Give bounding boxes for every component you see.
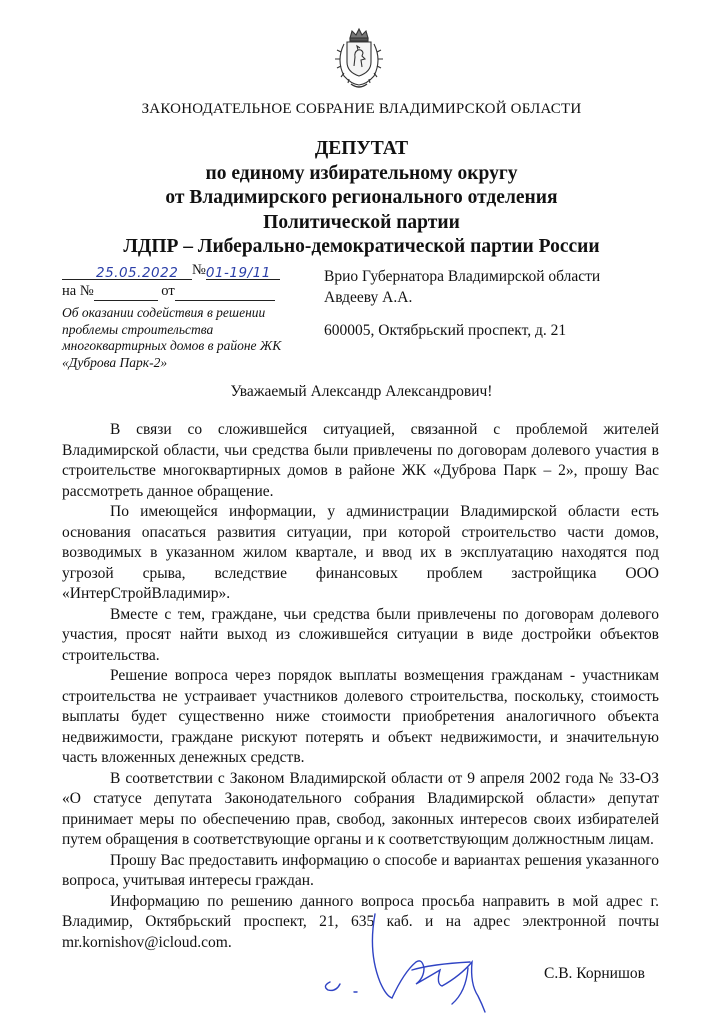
body-paragraph: Решение вопроса через порядок выплаты возмещения гражданам - участникам строительства не устраивает участников долевого строительства, поскольку, стоимость выплаты будет существенно ниже стоимости приобретения аналогичного объекта недвижимости, граждане рискуют потерять и объект недвижимости, и значительную часть вложенных денежных средств. <box>62 667 659 766</box>
header-line: Политической партии <box>263 211 460 233</box>
salutation: Уважаемый Александр Александрович! <box>230 383 493 400</box>
number-sign: № <box>192 262 206 278</box>
letter-body <box>62 420 659 953</box>
letterhead <box>0 137 723 260</box>
coat-of-arms-icon <box>330 26 388 92</box>
addressee-position: Врио Губернатора Владимирской области <box>324 268 601 285</box>
incoming-reference <box>62 281 275 301</box>
body-paragraph: В соответствии с Законом Владимирской области от 9 апреля 2002 года № 33-ОЗ «О статусе депутата Законодательного собрания Владимирской области» депутат принимает меры по обеспечению прав, свобод, законных интересов своих избирателей путем обращения в соответствующие органы и к соответствующим должностным лицам. <box>62 769 659 848</box>
outgoing-date: 25.05.2022 <box>96 265 179 281</box>
body-paragraph: В связи со сложившейся ситуацией, связанной с проблемой жителей Владимирской области, чьи средства были привлечены по договорам долевого участия в строительстве многоквартирных домов в районе ЖК «Дуброва Парк – 2», прошу Вас рассмотреть данное обращение. <box>62 421 659 500</box>
body-paragraph: Прошу Вас предоставить информацию о способе и вариантах решения указанного вопроса, учитывая интересы граждан. <box>62 851 659 889</box>
outgoing-registration <box>62 260 280 280</box>
addressee <box>324 266 600 308</box>
handwritten-signature <box>320 912 520 1020</box>
body-paragraph: По имеющейся информации, у администрации Владимирской области есть основания опасаться развития ситуации, при которой строительство части домов, возводимых в указанном жилом квартале, и ввод их в эксплуатацию находятся под угрозой срыва, вследствие финансовых проблем застройщика ООО «ИнтерСтройВладимир». <box>62 503 659 602</box>
outgoing-number: 01-19/11 <box>205 265 271 281</box>
signer-name: С.В. Корнишов <box>544 965 645 982</box>
ref-from: от <box>161 283 175 299</box>
header-line: от Владимирского регионального отделения <box>165 187 558 208</box>
header-line: ЛДПР – Либерально-демократической партии России <box>123 236 600 257</box>
letter-subject: Об оказании содействия в решении проблемы строительства многоквартирных домов в районе ЖК «Дуброва Парк-2» <box>62 305 282 370</box>
header-line: по единому избирательному округу <box>205 162 518 184</box>
body-paragraph: Вместе с тем, граждане, чьи средства были привлечены по договорам долевого участия, просят найти выход из сложившейся ситуации в виде достройки объектов строительства. <box>62 605 659 664</box>
header-title: ДЕПУТАТ <box>314 138 409 159</box>
organization-name: ЗАКОНОДАТЕЛЬНОЕ СОБРАНИЕ ВЛАДИМИРСКОЙ ОБЛАСТИ <box>141 101 582 117</box>
body-paragraph: Информацию по решению данного вопроса просьба направить в мой адрес г. Владимир, Октябрьский проспект, 21, 635 каб. и на адрес электронной почты mr.kornishov@icloud.com. <box>62 892 659 951</box>
addressee-name: Авдееву А.А. <box>324 289 413 306</box>
ref-prefix: на № <box>62 283 94 299</box>
addressee-address: 600005, Октябрьский проспект, д. 21 <box>324 322 567 339</box>
